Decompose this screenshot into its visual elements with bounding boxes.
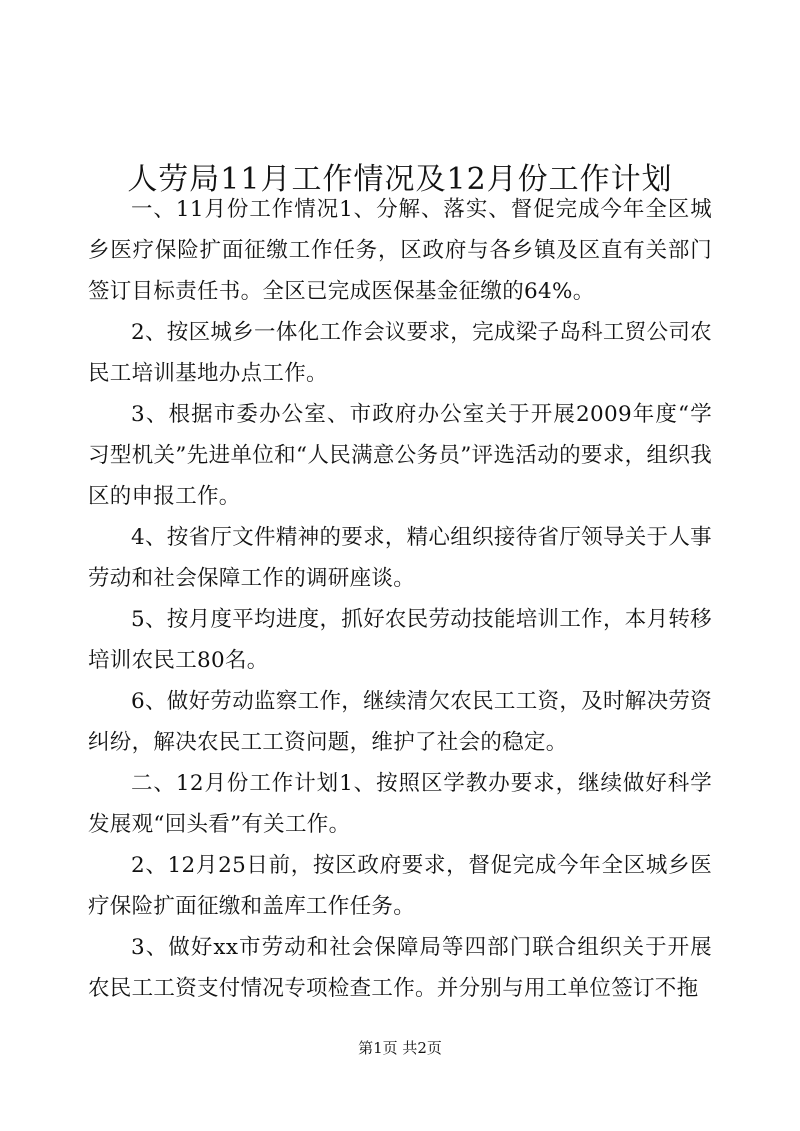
paragraph-1: 一、11月份工作情况1、分解、落实、督促完成今年全区城乡医疗保险扩面征缴工作任务，区政府与各乡镇及区直有关部门签订目标责任书。全区已完成医保基金征缴的64%。 (88, 197, 712, 304)
paragraph-8: 2、12月25日前，按区政府要求，督促完成今年全区城乡医疗保险扩面征缴和盖库工作任务。 (88, 853, 712, 919)
page-footer: 第1页 共2页 (358, 1039, 442, 1057)
paragraph-9: 3、做好xx市劳动和社会保障局等四部门联合组织关于开展农民工工资支付情况专项检查工作。并分别与用工单位签订不拖 (88, 935, 712, 1001)
paragraph-7: 二、12月份工作计划1、按照区学教办要求，继续做好科学发展观“回头看”有关工作。 (88, 771, 712, 837)
document-title: 人劳局11月工作情况及12月份工作计划 (127, 162, 673, 198)
paragraph-2: 2、按区城乡一体化工作会议要求，完成梁子岛科工贸公司农民工培训基地办点工作。 (88, 320, 712, 386)
paragraph-3: 3、根据市委办公室、市政府办公室关于开展2009年度“学习型机关”先进单位和“人民满意公务员”评选活动的要求，组织我区的申报工作。 (88, 402, 712, 509)
paragraph-6: 6、做好劳动监察工作，继续清欠农民工工资，及时解决劳资纠纷，解决农民工工资问题，维护了社会的稳定。 (88, 689, 712, 755)
paragraph-4: 4、按省厅文件精神的要求，精心组织接待省厅领导关于人事劳动和社会保障工作的调研座谈。 (88, 525, 712, 591)
document-body (88, 189, 712, 1009)
paragraph-5: 5、按月度平均进度，抓好农民劳动技能培训工作，本月转移培训农民工80名。 (88, 607, 712, 673)
